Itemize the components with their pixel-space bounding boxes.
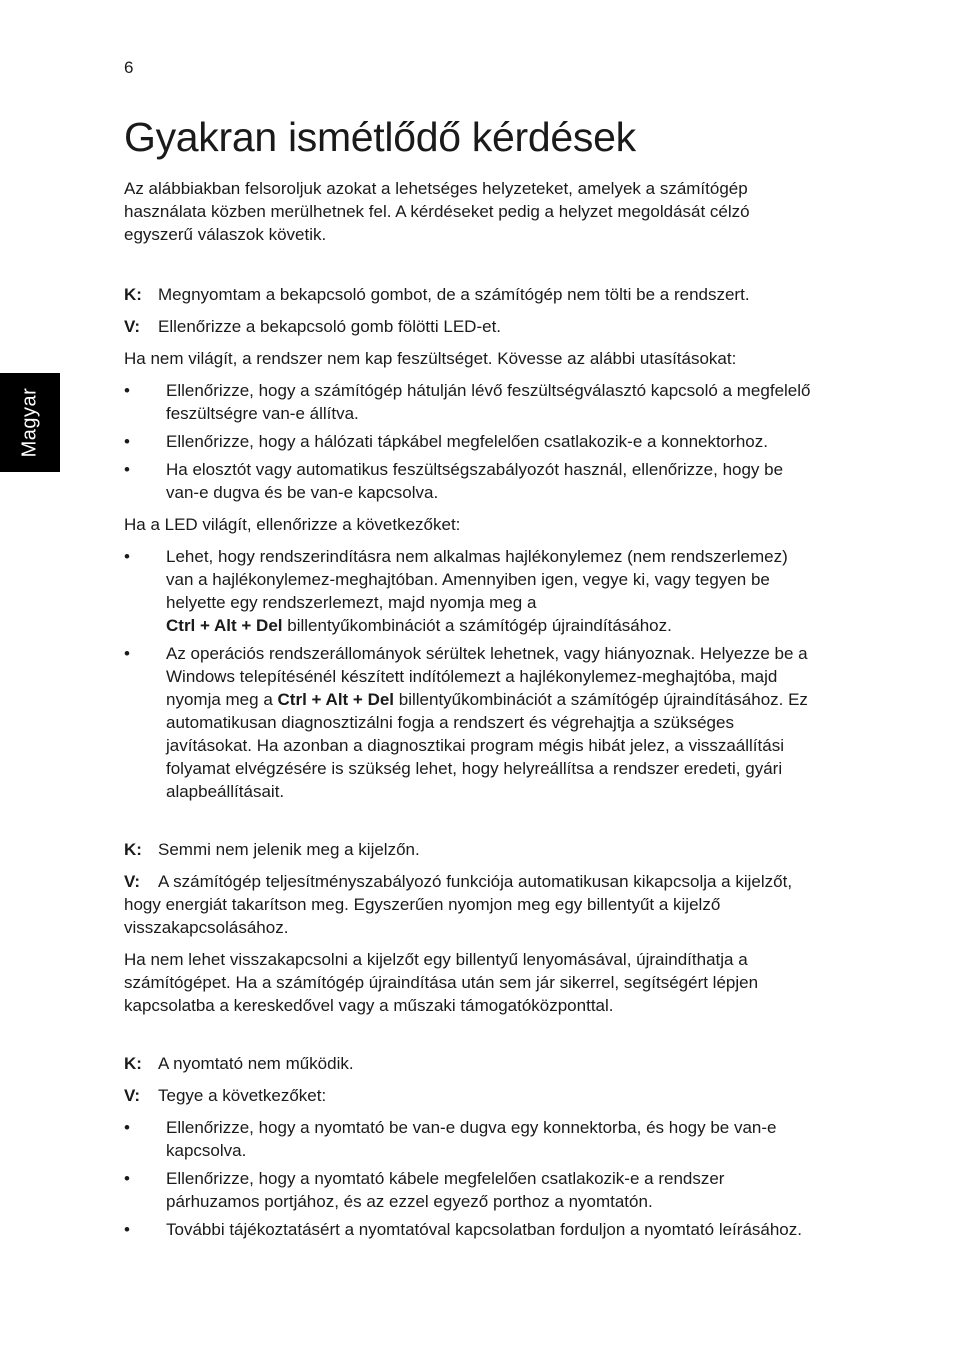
language-tab-label: Magyar <box>18 387 41 458</box>
power-checklist <box>124 379 814 504</box>
question-3: K: A nyomtató nem működik. <box>124 1054 354 1073</box>
page-number: 6 <box>124 58 134 77</box>
list-item: • Ellenőrizze, hogy a nyomtató kábele megfelelően csatlakozik-e a rendszer párhuzamos portjához, és az ezzel egyező porthoz a nyomtatón. <box>124 1169 725 1211</box>
list-item: • Lehet, hogy rendszerindításra nem alkalmas hajlékonylemez (nem rendszerlemez) van a hajlékonylemez-meghajtóban. Amennyiben igen, vegye ki, vagy tegyen be helyette egy rendszerlemezt, majd nyomja meg a Ctrl + Alt + Del billentyűkombinációt a számítógép újraindításához. <box>124 547 788 635</box>
page-title: Gyakran ismétlődő kérdések <box>124 114 636 160</box>
question-1: K: Megnyomtam a bekapcsoló gombot, de a számítógép nem tölti be a rendszert. <box>124 285 750 304</box>
list-item: • További tájékoztatásért a nyomtatóval kapcsolatban forduljon a nyomtató leírásához. <box>124 1220 802 1239</box>
answer-2: V: A számítógép teljesítményszabályozó funkciója automatikusan kikapcsolja a kijelzőt, hogy energiát takarítson meg. Egyszerűen nyomjon meg egy billentyűt a kijelző visszakapcsolásához. <box>124 872 793 937</box>
printer-checklist <box>124 1116 814 1241</box>
paragraph-restart: Ha nem lehet visszakapcsolni a kijelzőt egy billentyű lenyomásával, újraindíthatja a számítógépet. Ha a számítógép újraindítása után sem jár sikerrel, segítségért lépjen kapcsolatba a kereskedővel vagy a műszaki támogatóközponttal. <box>124 950 759 1015</box>
paragraph-no-power: Ha nem világít, a rendszer nem kap feszültséget. Kövesse az alábbi utasításokat: <box>124 349 737 368</box>
list-item: • Ellenőrizze, hogy a hálózati tápkábel megfelelően csatlakozik-e a konnektorhoz. <box>124 432 768 451</box>
list-item: • Ellenőrizze, hogy a nyomtató be van-e dugva egy konnektorba, és hogy be van-e kapcsolva. <box>124 1118 777 1160</box>
intro-paragraph: Az alábbiakban felsoroljuk azokat a lehetséges helyzeteket, amelyek a számítógép használata közben merülhetnek fel. A kérdéseket pedig a helyzet megoldását célzó egyszerű válaszok követik. <box>124 179 750 244</box>
list-item: • Ellenőrizze, hogy a számítógép hátulján lévő feszültségválasztó kapcsoló a megfelelő feszültségre van-e állítva. <box>124 381 811 423</box>
language-tab <box>0 373 60 472</box>
led-checklist <box>124 545 814 803</box>
answer-1: V: Ellenőrizze a bekapcsoló gomb fölötti LED-et. <box>124 317 502 336</box>
question-2: K: Semmi nem jelenik meg a kijelzőn. <box>124 840 420 859</box>
answer-3: V: Tegye a következőket: <box>124 1086 327 1105</box>
list-item: • Ha elosztót vagy automatikus feszültségszabályozót használ, ellenőrizze, hogy be van-e dugva és be van-e kapcsolva. <box>124 460 784 502</box>
list-item: • Az operációs rendszerállományok sérültek lehetnek, vagy hiányoznak. Helyezze be a Windows telepítésénél készített indítólemezt a hajlékonylemez-meghajtóba, majd nyomja meg a Ctrl + Alt + Del billentyűkombinációt a számítógép újraindításához. Ez automatikusan diagnosztizálni fogja a rendszert és végrehajtja a szükséges javításokat. Ha azonban a diagnosztikai program mégis hibát jelez, a visszaállítási folyamat elvégzésére is szükség lehet, hogy helyreállítsa a rendszer eredeti, gyári alapbeállításait. <box>124 644 808 801</box>
paragraph-led-on: Ha a LED világít, ellenőrizze a következőket: <box>124 515 461 534</box>
page-content <box>124 112 814 1250</box>
